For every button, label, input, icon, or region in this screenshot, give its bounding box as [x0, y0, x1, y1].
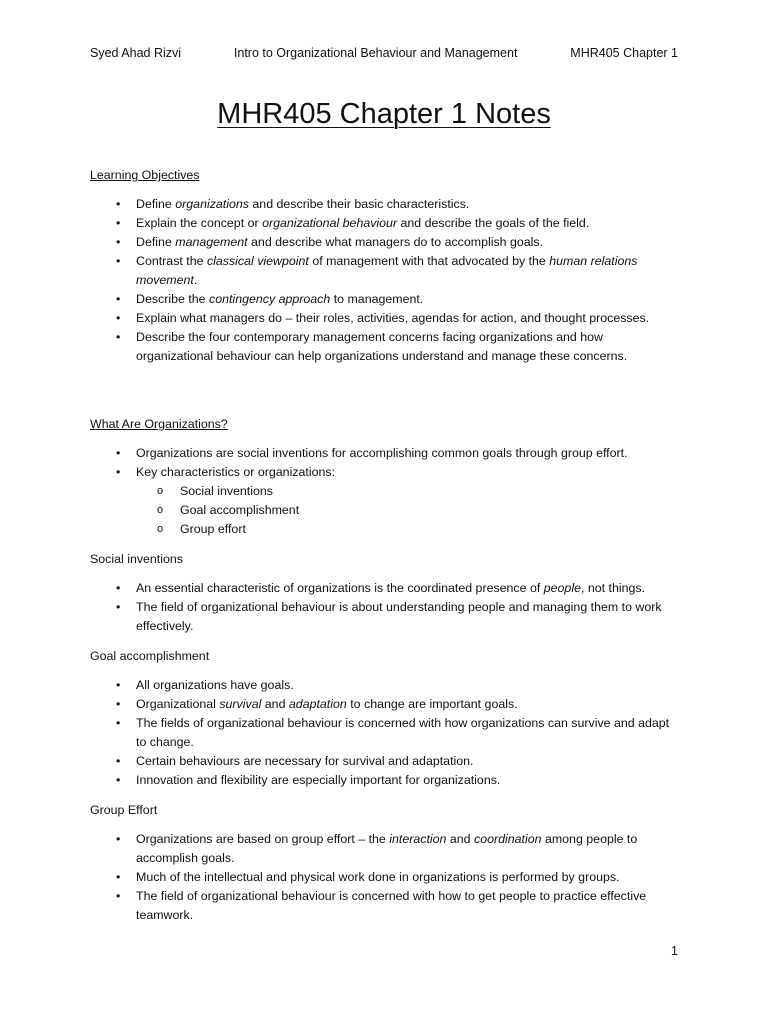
list-item: • Define organizations and describe their basic characteristics.: [90, 195, 680, 214]
key-characteristics-sublist: [90, 482, 680, 539]
list-item: • Organizations are based on group effort – the interaction and coordination among people to accomplish goals.: [90, 830, 680, 868]
list-item: • Describe the contingency approach to management.: [90, 290, 680, 309]
sub-list-item: o Group effort: [90, 520, 680, 539]
page-title-text: MHR405 Chapter 1 Notes: [217, 98, 551, 130]
section-heading-text: What Are Organizations?: [90, 417, 228, 431]
list-item: • Organizational survival and adaptation to change are important goals.: [90, 695, 680, 714]
list-item: • Key characteristics or organizations:: [90, 463, 680, 482]
list-item: • Innovation and flexibility are especially important for organizations.: [90, 771, 680, 790]
goal-accomplishment-list: [90, 676, 680, 790]
list-item: • Explain the concept or organizational behaviour and describe the goals of the field.: [90, 214, 680, 233]
sub-list-item: o Goal accomplishment: [90, 501, 680, 520]
list-item: • Define management and describe what managers do to accomplish goals.: [90, 233, 680, 252]
list-item: • Certain behaviours are necessary for survival and adaptation.: [90, 752, 680, 771]
running-header: [90, 46, 678, 60]
section-heading-text: Goal accomplishment: [90, 649, 210, 663]
document-body: [90, 166, 680, 925]
list-item: • The field of organizational behaviour is about understanding people and managing them to work effectively.: [90, 598, 680, 636]
section-heading-learning-objectives: [90, 166, 680, 185]
list-item: • Explain what managers do – their roles, activities, agendas for action, and thought processes.: [90, 309, 680, 328]
section-heading-social-inventions: [90, 550, 680, 569]
section-heading-text: Social inventions: [90, 552, 183, 566]
list-item: • Contrast the classical viewpoint of management with that advocated by the human relations movement.: [90, 252, 680, 290]
what-are-organizations-list: [90, 444, 680, 482]
list-item: • Describe the four contemporary management concerns facing organizations and how organizational behaviour can help organizations understand and manage these concerns.: [90, 328, 680, 366]
list-item: • All organizations have goals.: [90, 676, 680, 695]
section-heading-text: Group Effort: [90, 803, 158, 817]
section-heading-text: Learning Objectives: [90, 168, 200, 182]
list-item: • An essential characteristic of organizations is the coordinated presence of people, not things.: [90, 579, 680, 598]
section-heading-group-effort: [90, 801, 680, 820]
header-course: Intro to Organizational Behaviour and Management: [233, 46, 518, 60]
section-heading-goal-accomplishment: [90, 647, 680, 666]
page-title: [0, 98, 768, 131]
list-item: • Organizations are social inventions for accomplishing common goals through group effort.: [90, 444, 680, 463]
list-item: • The field of organizational behaviour is concerned with how to get people to practice effective teamwork.: [90, 887, 680, 925]
sub-list-item: o Social inventions: [90, 482, 680, 501]
list-item: • The fields of organizational behaviour is concerned with how organizations can survive and adapt to change.: [90, 714, 680, 752]
section-heading-what-are-organizations: [90, 415, 680, 434]
social-inventions-list: [90, 579, 680, 636]
header-author: Syed Ahad Rizvi: [90, 46, 182, 60]
learning-objectives-list: [90, 195, 680, 366]
group-effort-list: [90, 830, 680, 925]
header-chapter: MHR405 Chapter 1: [570, 46, 678, 60]
list-item: • Much of the intellectual and physical work done in organizations is performed by groups.: [90, 868, 680, 887]
page-number: 1: [671, 944, 678, 958]
